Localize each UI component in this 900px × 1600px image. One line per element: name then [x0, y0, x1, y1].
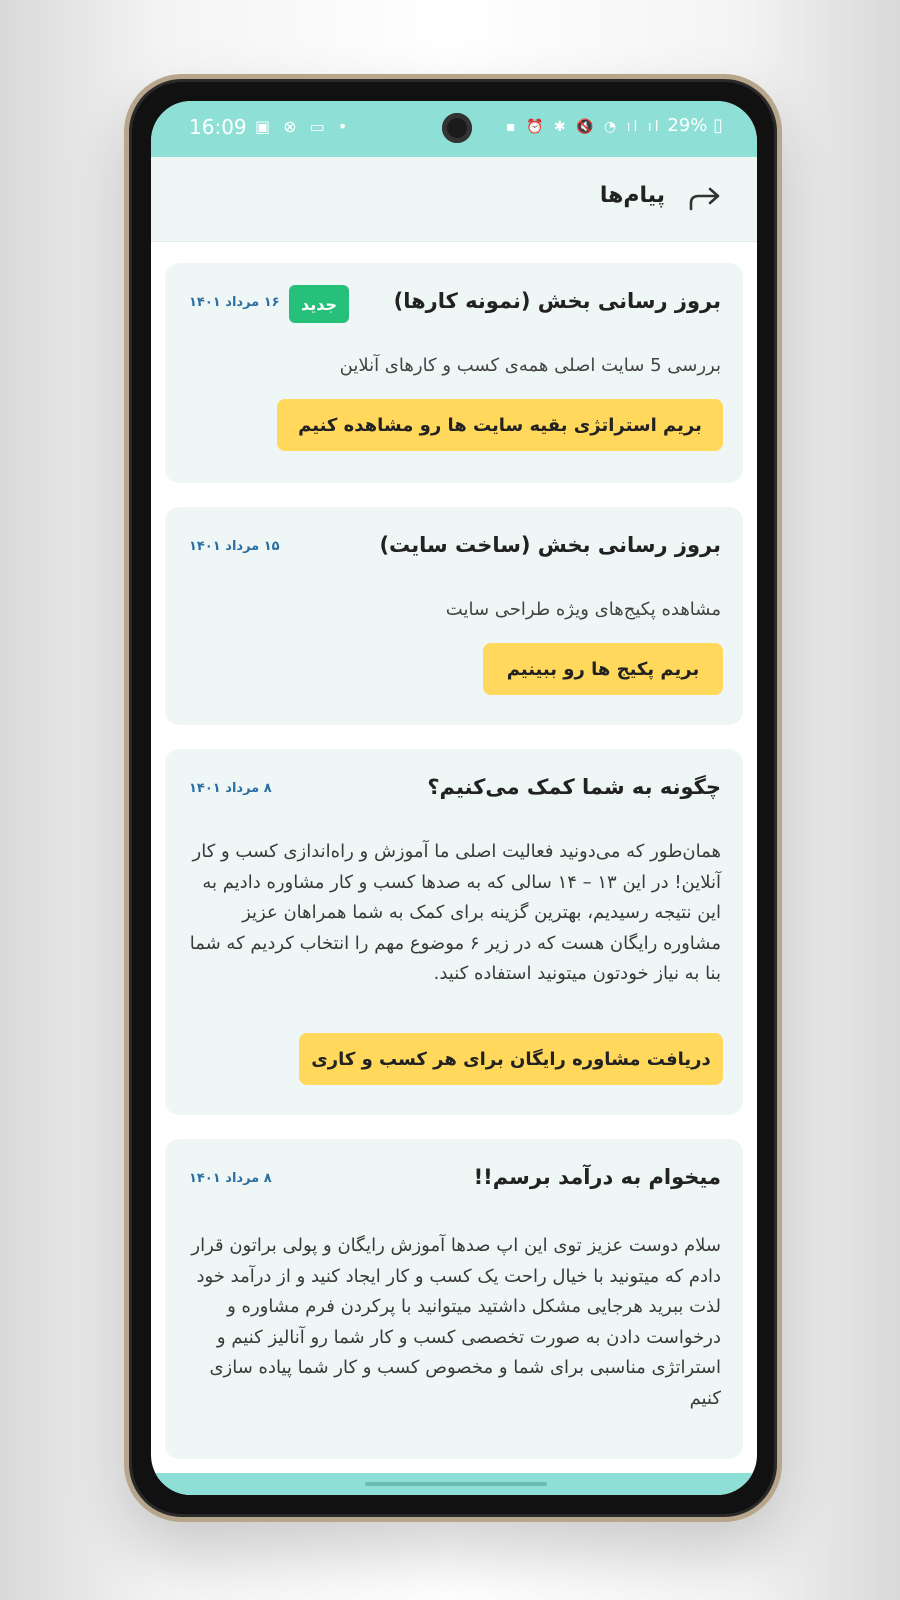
page-title: پیام‌ها — [599, 183, 665, 208]
phone-frame — [124, 74, 782, 1522]
message-list — [165, 263, 743, 1483]
home-indicator[interactable] — [365, 1482, 547, 1486]
message-card[interactable] — [165, 1139, 743, 1459]
app-screen — [151, 101, 757, 1495]
message-date: ۱۶ مرداد ۱۴۰۱ — [189, 295, 280, 310]
message-body: سلام دوست عزیز توی این اپ صدها آموزش رایگان و پولی براتون قرار دادم که میتونید با خیال راحت یک کسب و کار ایجاد کنید و از درآمد خود لذت ببرید هرجایی مشکل داشتید میتوانید با پرکردن فرم مشاوره و درخواست دادن به صورت تخصصی کسب و کار شما رو آنالیز کنیم و استراتژی مناسبی برای شما و مخصوص کسب و کار شما پیاده سازی کنیم — [191, 1235, 721, 1409]
message-card[interactable] — [165, 263, 743, 483]
battery-level: 29% — [667, 115, 708, 136]
status-right — [506, 115, 723, 136]
new-badge: جدید — [289, 285, 349, 323]
battery-icon: ▯ — [713, 115, 723, 136]
system-icons: ▪ ⏰ ✱ 🔇 ◔ ıl ıl — [506, 119, 662, 135]
status-time: 16:09 — [189, 115, 247, 139]
message-title: بروز رسانی بخش (ساخت سایت) — [379, 533, 721, 557]
message-body: بررسی 5 سایت اصلی همه‌ی کسب و کارهای آنلاین — [339, 355, 721, 376]
message-card[interactable] — [165, 749, 743, 1115]
message-date: ۱۵ مرداد ۱۴۰۱ — [189, 539, 280, 554]
message-title: چگونه به شما کمک می‌کنیم؟ — [427, 775, 721, 799]
front-camera — [442, 113, 472, 143]
free-consultation-button[interactable]: دریافت مشاوره رایگان برای هر کسب و کاری — [299, 1033, 723, 1085]
message-body: مشاهده پکیج‌های ویژه طراحی سایت — [445, 599, 721, 620]
message-card[interactable] — [165, 507, 743, 725]
view-packages-button[interactable]: بریم پکیج ها رو ببینیم — [483, 643, 723, 695]
view-strategy-button[interactable]: بریم استراتژی بقیه سایت ها رو مشاهده کنیم — [277, 399, 723, 451]
message-date: ۸ مرداد ۱۴۰۱ — [189, 1171, 272, 1186]
message-date: ۸ مرداد ۱۴۰۱ — [189, 781, 272, 796]
message-title: میخوام به درآمد برسم!! — [473, 1165, 721, 1189]
nav-bar — [151, 1473, 757, 1495]
message-title: بروز رسانی بخش (نمونه کارها) — [393, 289, 721, 313]
app-bar — [151, 157, 757, 242]
notification-icons: ▣ ⊗ ▭ • — [255, 117, 352, 136]
share-arrow-icon[interactable] — [687, 183, 723, 215]
message-body: همان‌طور که می‌دونید فعالیت اصلی ما آموزش و راه‌اندازی کسب و کار آنلاین! در این ۱۳ – ۱۴ سالی که به صدها کسب و کار مشاوره دادیم به این نتیجه رسیدیم، بهترین گزینه برای کمک به شما همراهان عزیز مشاوره رایگان هست که در زیر ۶ موضوع مهم را انتخاب کردیم که شما بنا به نیاز خودتون میتونید استفاده کنید. — [189, 841, 721, 984]
